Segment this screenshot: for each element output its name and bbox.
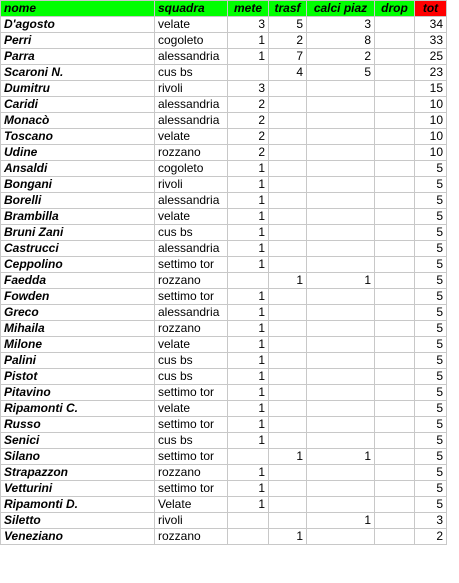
cell-drop[interactable] bbox=[375, 465, 415, 481]
cell-squadra[interactable]: rozzano bbox=[155, 145, 228, 161]
cell-mete[interactable]: 1 bbox=[228, 305, 269, 321]
cell-nome[interactable]: Siletto bbox=[1, 513, 155, 529]
cell-drop[interactable] bbox=[375, 97, 415, 113]
cell-tot[interactable]: 5 bbox=[415, 257, 447, 273]
cell-squadra[interactable]: settimo tor bbox=[155, 257, 228, 273]
table-row bbox=[1, 497, 447, 513]
table-row bbox=[1, 513, 447, 529]
table-row bbox=[1, 49, 447, 65]
cell-squadra[interactable]: velate bbox=[155, 17, 228, 33]
cell-mete[interactable]: 1 bbox=[228, 385, 269, 401]
cell-squadra[interactable]: cogoleto bbox=[155, 33, 228, 49]
cell-drop[interactable] bbox=[375, 81, 415, 97]
cell-calci-piaz[interactable] bbox=[307, 177, 375, 193]
cell-calci-piaz[interactable] bbox=[307, 465, 375, 481]
cell-squadra[interactable]: cus bs bbox=[155, 65, 228, 81]
cell-tot[interactable]: 5 bbox=[415, 161, 447, 177]
cell-drop[interactable] bbox=[375, 65, 415, 81]
cell-squadra[interactable]: alessandria bbox=[155, 97, 228, 113]
cell-drop[interactable] bbox=[375, 193, 415, 209]
cell-drop[interactable] bbox=[375, 209, 415, 225]
cell-tot[interactable]: 2 bbox=[415, 529, 447, 545]
cell-nome[interactable]: Bongani bbox=[1, 177, 155, 193]
cell-nome[interactable]: D'agosto bbox=[1, 17, 155, 33]
cell-trasf[interactable]: 2 bbox=[269, 33, 307, 49]
cell-trasf[interactable] bbox=[269, 465, 307, 481]
cell-trasf[interactable]: 4 bbox=[269, 65, 307, 81]
cell-drop[interactable] bbox=[375, 289, 415, 305]
cell-nome[interactable]: Pistot bbox=[1, 369, 155, 385]
cell-drop[interactable] bbox=[375, 257, 415, 273]
cell-calci-piaz[interactable] bbox=[307, 193, 375, 209]
cell-mete[interactable]: 1 bbox=[228, 177, 269, 193]
table-row bbox=[1, 193, 447, 209]
cell-trasf[interactable] bbox=[269, 401, 307, 417]
cell-tot[interactable]: 5 bbox=[415, 417, 447, 433]
cell-mete[interactable]: 1 bbox=[228, 241, 269, 257]
cell-nome[interactable]: Fowden bbox=[1, 289, 155, 305]
cell-squadra[interactable]: rivoli bbox=[155, 81, 228, 97]
cell-squadra[interactable]: alessandria bbox=[155, 113, 228, 129]
cell-squadra[interactable]: settimo tor bbox=[155, 385, 228, 401]
cell-nome[interactable]: Silano bbox=[1, 449, 155, 465]
cell-mete[interactable]: 1 bbox=[228, 337, 269, 353]
cell-trasf[interactable] bbox=[269, 81, 307, 97]
table-row bbox=[1, 177, 447, 193]
cell-mete[interactable]: 1 bbox=[228, 209, 269, 225]
cell-trasf[interactable]: 1 bbox=[269, 529, 307, 545]
cell-nome[interactable]: Russo bbox=[1, 417, 155, 433]
cell-mete[interactable]: 1 bbox=[228, 481, 269, 497]
cell-squadra[interactable]: cus bs bbox=[155, 369, 228, 385]
cell-squadra[interactable]: rozzano bbox=[155, 321, 228, 337]
cell-nome[interactable]: Brambilla bbox=[1, 209, 155, 225]
cell-squadra[interactable]: rozzano bbox=[155, 465, 228, 481]
cell-trasf[interactable]: 5 bbox=[269, 17, 307, 33]
table-row bbox=[1, 129, 447, 145]
cell-nome[interactable]: Castrucci bbox=[1, 241, 155, 257]
cell-squadra[interactable]: cogoleto bbox=[155, 161, 228, 177]
table-row bbox=[1, 209, 447, 225]
cell-calci-piaz[interactable]: 1 bbox=[307, 513, 375, 529]
cell-nome[interactable]: Palini bbox=[1, 353, 155, 369]
cell-calci-piaz[interactable] bbox=[307, 417, 375, 433]
cell-mete[interactable]: 1 bbox=[228, 433, 269, 449]
table-row bbox=[1, 337, 447, 353]
cell-trasf[interactable] bbox=[269, 145, 307, 161]
table-row bbox=[1, 449, 447, 465]
cell-squadra[interactable]: velate bbox=[155, 129, 228, 145]
cell-tot[interactable]: 5 bbox=[415, 321, 447, 337]
cell-squadra[interactable]: velate bbox=[155, 209, 228, 225]
cell-tot[interactable]: 5 bbox=[415, 353, 447, 369]
cell-mete[interactable]: 1 bbox=[228, 49, 269, 65]
cell-trasf[interactable] bbox=[269, 241, 307, 257]
cell-tot[interactable]: 15 bbox=[415, 81, 447, 97]
cell-drop[interactable] bbox=[375, 49, 415, 65]
table-row bbox=[1, 17, 447, 33]
cell-tot[interactable]: 10 bbox=[415, 97, 447, 113]
cell-nome[interactable]: Vetturini bbox=[1, 481, 155, 497]
cell-squadra[interactable]: alessandria bbox=[155, 305, 228, 321]
cell-nome[interactable]: Ripamonti C. bbox=[1, 401, 155, 417]
cell-calci-piaz[interactable] bbox=[307, 385, 375, 401]
header-calci-piaz[interactable]: calci piaz bbox=[307, 1, 375, 17]
cell-nome[interactable]: Caridi bbox=[1, 97, 155, 113]
cell-drop[interactable] bbox=[375, 177, 415, 193]
cell-calci-piaz[interactable] bbox=[307, 321, 375, 337]
cell-drop[interactable] bbox=[375, 369, 415, 385]
cell-trasf[interactable] bbox=[269, 385, 307, 401]
cell-trasf[interactable] bbox=[269, 257, 307, 273]
table-body bbox=[1, 17, 447, 545]
cell-drop[interactable] bbox=[375, 145, 415, 161]
cell-mete[interactable] bbox=[228, 513, 269, 529]
cell-tot[interactable]: 5 bbox=[415, 305, 447, 321]
cell-squadra[interactable]: velate bbox=[155, 401, 228, 417]
cell-drop[interactable] bbox=[375, 305, 415, 321]
cell-squadra[interactable]: settimo tor bbox=[155, 417, 228, 433]
cell-trasf[interactable]: 1 bbox=[269, 273, 307, 289]
cell-calci-piaz[interactable] bbox=[307, 81, 375, 97]
cell-calci-piaz[interactable]: 1 bbox=[307, 449, 375, 465]
cell-trasf[interactable] bbox=[269, 97, 307, 113]
cell-drop[interactable] bbox=[375, 433, 415, 449]
cell-mete[interactable]: 2 bbox=[228, 145, 269, 161]
cell-mete[interactable]: 1 bbox=[228, 193, 269, 209]
cell-squadra[interactable]: settimo tor bbox=[155, 481, 228, 497]
table-row bbox=[1, 353, 447, 369]
cell-nome[interactable]: Parra bbox=[1, 49, 155, 65]
cell-drop[interactable] bbox=[375, 129, 415, 145]
table-row bbox=[1, 529, 447, 545]
cell-drop[interactable] bbox=[375, 161, 415, 177]
cell-squadra[interactable]: rozzano bbox=[155, 273, 228, 289]
cell-tot[interactable]: 5 bbox=[415, 209, 447, 225]
cell-drop[interactable] bbox=[375, 353, 415, 369]
table-row bbox=[1, 433, 447, 449]
cell-squadra[interactable]: alessandria bbox=[155, 241, 228, 257]
cell-squadra[interactable]: rivoli bbox=[155, 177, 228, 193]
cell-nome[interactable]: Bruni Zani bbox=[1, 225, 155, 241]
table-row bbox=[1, 321, 447, 337]
cell-mete[interactable]: 1 bbox=[228, 369, 269, 385]
cell-calci-piaz[interactable] bbox=[307, 241, 375, 257]
cell-tot[interactable]: 5 bbox=[415, 385, 447, 401]
cell-tot[interactable]: 34 bbox=[415, 17, 447, 33]
cell-drop[interactable] bbox=[375, 113, 415, 129]
table-row bbox=[1, 145, 447, 161]
table-row bbox=[1, 225, 447, 241]
cell-mete[interactable]: 1 bbox=[228, 321, 269, 337]
cell-tot[interactable]: 5 bbox=[415, 289, 447, 305]
cell-mete[interactable]: 1 bbox=[228, 465, 269, 481]
cell-calci-piaz[interactable] bbox=[307, 529, 375, 545]
cell-calci-piaz[interactable] bbox=[307, 97, 375, 113]
cell-tot[interactable]: 5 bbox=[415, 481, 447, 497]
cell-trasf[interactable] bbox=[269, 513, 307, 529]
cell-drop[interactable] bbox=[375, 481, 415, 497]
cell-squadra[interactable]: Velate bbox=[155, 497, 228, 513]
cell-nome[interactable]: Mihaila bbox=[1, 321, 155, 337]
cell-tot[interactable]: 5 bbox=[415, 337, 447, 353]
cell-trasf[interactable] bbox=[269, 305, 307, 321]
cell-tot[interactable]: 3 bbox=[415, 513, 447, 529]
cell-tot[interactable]: 10 bbox=[415, 113, 447, 129]
cell-drop[interactable] bbox=[375, 497, 415, 513]
cell-nome[interactable]: Toscano bbox=[1, 129, 155, 145]
cell-trasf[interactable] bbox=[269, 129, 307, 145]
cell-drop[interactable] bbox=[375, 401, 415, 417]
table-row bbox=[1, 465, 447, 481]
cell-mete[interactable] bbox=[228, 529, 269, 545]
cell-calci-piaz[interactable] bbox=[307, 481, 375, 497]
cell-drop[interactable] bbox=[375, 225, 415, 241]
table-row bbox=[1, 273, 447, 289]
header-trasf[interactable]: trasf bbox=[269, 1, 307, 17]
cell-squadra[interactable]: cus bs bbox=[155, 225, 228, 241]
header-row bbox=[1, 1, 447, 17]
header-nome[interactable]: nome bbox=[1, 1, 155, 17]
cell-calci-piaz[interactable] bbox=[307, 145, 375, 161]
header-tot[interactable]: tot bbox=[415, 1, 447, 17]
cell-mete[interactable]: 2 bbox=[228, 97, 269, 113]
table-row bbox=[1, 369, 447, 385]
cell-drop[interactable] bbox=[375, 513, 415, 529]
cell-squadra[interactable]: rivoli bbox=[155, 513, 228, 529]
cell-trasf[interactable] bbox=[269, 225, 307, 241]
cell-nome[interactable]: Faedda bbox=[1, 273, 155, 289]
table-row bbox=[1, 81, 447, 97]
table-row bbox=[1, 305, 447, 321]
cell-squadra[interactable]: rozzano bbox=[155, 529, 228, 545]
table-row bbox=[1, 481, 447, 497]
cell-drop[interactable] bbox=[375, 33, 415, 49]
cell-trasf[interactable] bbox=[269, 289, 307, 305]
cell-mete[interactable]: 1 bbox=[228, 497, 269, 513]
cell-squadra[interactable]: alessandria bbox=[155, 193, 228, 209]
cell-mete[interactable]: 2 bbox=[228, 129, 269, 145]
cell-nome[interactable]: Dumitru bbox=[1, 81, 155, 97]
cell-mete[interactable]: 1 bbox=[228, 161, 269, 177]
cell-nome[interactable]: Ripamonti D. bbox=[1, 497, 155, 513]
cell-mete[interactable]: 1 bbox=[228, 33, 269, 49]
cell-mete[interactable]: 1 bbox=[228, 289, 269, 305]
cell-tot[interactable]: 33 bbox=[415, 33, 447, 49]
table-row bbox=[1, 401, 447, 417]
cell-trasf[interactable] bbox=[269, 433, 307, 449]
cell-trasf[interactable] bbox=[269, 209, 307, 225]
cell-calci-piaz[interactable] bbox=[307, 225, 375, 241]
cell-drop[interactable] bbox=[375, 385, 415, 401]
cell-tot[interactable]: 5 bbox=[415, 273, 447, 289]
header-squadra[interactable]: squadra bbox=[155, 1, 228, 17]
cell-calci-piaz[interactable] bbox=[307, 305, 375, 321]
cell-trasf[interactable]: 7 bbox=[269, 49, 307, 65]
table-row bbox=[1, 161, 447, 177]
cell-tot[interactable]: 10 bbox=[415, 145, 447, 161]
cell-tot[interactable]: 5 bbox=[415, 177, 447, 193]
cell-calci-piaz[interactable] bbox=[307, 113, 375, 129]
cell-mete[interactable]: 1 bbox=[228, 401, 269, 417]
cell-nome[interactable]: Milone bbox=[1, 337, 155, 353]
cell-squadra[interactable]: cus bs bbox=[155, 433, 228, 449]
cell-calci-piaz[interactable] bbox=[307, 337, 375, 353]
table-row bbox=[1, 97, 447, 113]
cell-nome[interactable]: Udine bbox=[1, 145, 155, 161]
cell-mete[interactable]: 3 bbox=[228, 17, 269, 33]
cell-tot[interactable]: 5 bbox=[415, 193, 447, 209]
cell-tot[interactable]: 5 bbox=[415, 497, 447, 513]
cell-trasf[interactable] bbox=[269, 161, 307, 177]
table-row bbox=[1, 417, 447, 433]
cell-calci-piaz[interactable]: 1 bbox=[307, 273, 375, 289]
cell-tot[interactable]: 5 bbox=[415, 225, 447, 241]
cell-tot[interactable]: 10 bbox=[415, 129, 447, 145]
cell-nome[interactable]: Perri bbox=[1, 33, 155, 49]
table-row bbox=[1, 113, 447, 129]
cell-mete[interactable]: 1 bbox=[228, 225, 269, 241]
cell-calci-piaz[interactable] bbox=[307, 129, 375, 145]
cell-mete[interactable]: 3 bbox=[228, 81, 269, 97]
cell-nome[interactable]: Ansaldi bbox=[1, 161, 155, 177]
cell-trasf[interactable] bbox=[269, 353, 307, 369]
cell-tot[interactable]: 5 bbox=[415, 369, 447, 385]
cell-calci-piaz[interactable] bbox=[307, 289, 375, 305]
cell-tot[interactable]: 23 bbox=[415, 65, 447, 81]
cell-drop[interactable] bbox=[375, 273, 415, 289]
cell-nome[interactable]: Senici bbox=[1, 433, 155, 449]
cell-tot[interactable]: 5 bbox=[415, 401, 447, 417]
cell-tot[interactable]: 5 bbox=[415, 433, 447, 449]
table-row bbox=[1, 257, 447, 273]
cell-mete[interactable]: 1 bbox=[228, 353, 269, 369]
cell-squadra[interactable]: settimo tor bbox=[155, 289, 228, 305]
cell-trasf[interactable] bbox=[269, 417, 307, 433]
cell-nome[interactable]: Borelli bbox=[1, 193, 155, 209]
table-row bbox=[1, 385, 447, 401]
table-row bbox=[1, 241, 447, 257]
cell-mete[interactable] bbox=[228, 273, 269, 289]
cell-calci-piaz[interactable] bbox=[307, 369, 375, 385]
cell-tot[interactable]: 25 bbox=[415, 49, 447, 65]
cell-trasf[interactable] bbox=[269, 321, 307, 337]
cell-calci-piaz[interactable] bbox=[307, 401, 375, 417]
cell-tot[interactable]: 5 bbox=[415, 465, 447, 481]
cell-nome[interactable]: Monacò bbox=[1, 113, 155, 129]
cell-calci-piaz[interactable]: 3 bbox=[307, 17, 375, 33]
cell-nome[interactable]: Strapazzon bbox=[1, 465, 155, 481]
cell-squadra[interactable]: velate bbox=[155, 337, 228, 353]
cell-calci-piaz[interactable]: 2 bbox=[307, 49, 375, 65]
cell-trasf[interactable] bbox=[269, 337, 307, 353]
header-drop[interactable]: drop bbox=[375, 1, 415, 17]
cell-trasf[interactable] bbox=[269, 497, 307, 513]
cell-trasf[interactable] bbox=[269, 113, 307, 129]
cell-nome[interactable]: Pitavino bbox=[1, 385, 155, 401]
cell-mete[interactable] bbox=[228, 449, 269, 465]
table-row bbox=[1, 289, 447, 305]
cell-tot[interactable]: 5 bbox=[415, 241, 447, 257]
cell-calci-piaz[interactable]: 8 bbox=[307, 33, 375, 49]
cell-mete[interactable]: 1 bbox=[228, 417, 269, 433]
cell-calci-piaz[interactable] bbox=[307, 433, 375, 449]
cell-drop[interactable] bbox=[375, 529, 415, 545]
cell-mete[interactable] bbox=[228, 65, 269, 81]
cell-squadra[interactable]: alessandria bbox=[155, 49, 228, 65]
table-row bbox=[1, 33, 447, 49]
cell-trasf[interactable] bbox=[269, 193, 307, 209]
cell-nome[interactable]: Ceppolino bbox=[1, 257, 155, 273]
cell-drop[interactable] bbox=[375, 321, 415, 337]
cell-calci-piaz[interactable] bbox=[307, 257, 375, 273]
cell-tot[interactable]: 5 bbox=[415, 449, 447, 465]
cell-trasf[interactable] bbox=[269, 177, 307, 193]
cell-trasf[interactable] bbox=[269, 369, 307, 385]
header-mete[interactable]: mete bbox=[228, 1, 269, 17]
cell-calci-piaz[interactable] bbox=[307, 209, 375, 225]
cell-nome[interactable]: Scaroni N. bbox=[1, 65, 155, 81]
cell-drop[interactable] bbox=[375, 417, 415, 433]
cell-drop[interactable] bbox=[375, 337, 415, 353]
cell-squadra[interactable]: settimo tor bbox=[155, 449, 228, 465]
table-row bbox=[1, 65, 447, 81]
cell-trasf[interactable] bbox=[269, 481, 307, 497]
cell-mete[interactable]: 2 bbox=[228, 113, 269, 129]
cell-drop[interactable] bbox=[375, 17, 415, 33]
cell-squadra[interactable]: cus bs bbox=[155, 353, 228, 369]
cell-calci-piaz[interactable] bbox=[307, 497, 375, 513]
cell-drop[interactable] bbox=[375, 241, 415, 257]
cell-nome[interactable]: Greco bbox=[1, 305, 155, 321]
cell-calci-piaz[interactable] bbox=[307, 161, 375, 177]
cell-calci-piaz[interactable]: 5 bbox=[307, 65, 375, 81]
cell-trasf[interactable]: 1 bbox=[269, 449, 307, 465]
cell-nome[interactable]: Veneziano bbox=[1, 529, 155, 545]
cell-calci-piaz[interactable] bbox=[307, 353, 375, 369]
cell-mete[interactable]: 1 bbox=[228, 257, 269, 273]
cell-drop[interactable] bbox=[375, 449, 415, 465]
